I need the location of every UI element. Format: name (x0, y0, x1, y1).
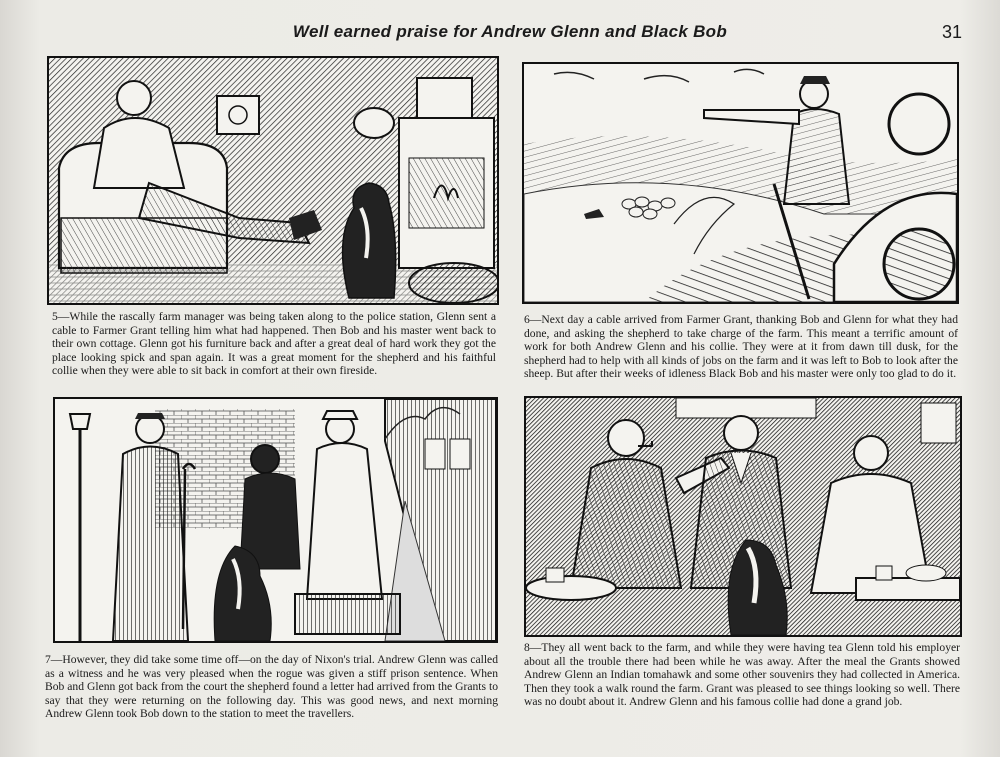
page-title: Well earned praise for Andrew Glenn and Black Bob (292, 22, 728, 41)
comic-panel-7 (53, 397, 498, 643)
comic-panel-5 (47, 56, 499, 305)
panel-8-caption: 8—They all went back to the farm, and while they were having tea Glenn told his employer about all the trouble there had been while he was away. After the meal the Grants showed Andrew Glenn an Indian tomahawk and some other souvenirs they had collected in America. Then they took a walk round the farm. Grant was pleased to see things looking so well. There was no doubt about it. Andrew Glenn and his famous collie had done a grand job. (524, 641, 960, 709)
comic-panel-8 (524, 396, 962, 637)
panel-6-caption: 6—Next day a cable arrived from Farmer Grant, thanking Bob and Glenn for what they had done, and asking the shepherd to take charge of the farm. This meant a terrific amount of work for both Andrew Glenn and his collie. They were at it from dawn till dusk, for the shepherd had to help with all kinds of jobs on the farm and it was left to Bob to look after the sheep. But after their weeks of idleness Black Bob and his master were only too glad to do it. (524, 313, 958, 381)
panel-7-caption: 7—However, they did take some time off—on the day of Nixon's trial. Andrew Glenn was called as a witness and he was very pleased when the rogue was given a stiff prison sentence. When Bob and Glenn got back from the court the shepherd found a letter had arrived from the Grants to say that they were returning on the following day. This was good news, and next morning Andrew Glenn took Bob down to the station to meet the travellers. (45, 653, 498, 721)
illustration-farm-field (524, 64, 957, 302)
illustration-fireside (49, 58, 497, 303)
panel-5-caption: 5—While the rascally farm manager was being taken along to the police station, Glenn sent a cable to Farmer Grant telling him what had happened. Then Bob and his master went back to their own cottage. Glenn got his furniture back and after a great deal of hard work they got the place looking spick and span again. It was a great moment for the shepherd and his faithful collie when they were able to sit back in comfort at their own fireside. (52, 310, 496, 378)
illustration-tea (526, 398, 960, 635)
page-number: 31 (941, 22, 962, 42)
comic-panel-6 (522, 62, 959, 304)
illustration-station (55, 399, 496, 641)
